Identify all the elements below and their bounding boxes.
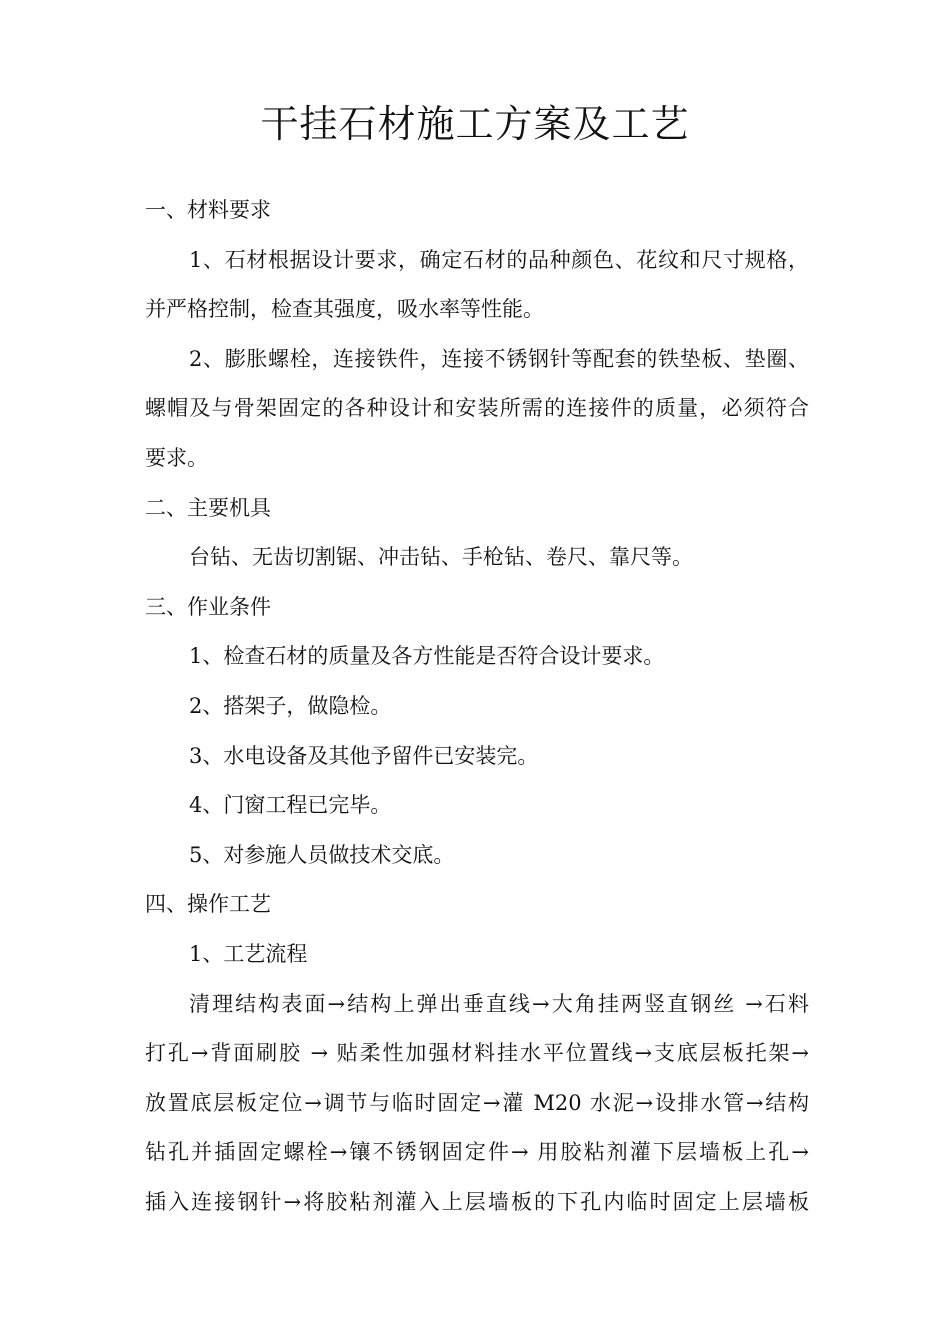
- text-line: 钻孔并插固定螺栓→镶不锈钢固定件→ 用胶粘剂灌下层墙板上孔→: [145, 1140, 809, 1165]
- text-line: 打孔→背面刷胶 → 贴柔性加强材料挂水平位置线→支底层板托架→: [145, 1041, 809, 1066]
- text-line: 螺帽及与骨架固定的各种设计和安装所需的连接件的质量，必须符合: [145, 396, 809, 421]
- text-line: 一、材料要求: [145, 198, 271, 222]
- text-line: 要求。: [145, 445, 208, 470]
- text-line: 放置底层板定位→调节与临时固定→灌 M20 水泥→设排水管→结构: [145, 1090, 809, 1115]
- text-line: 1、检查石材的质量及各方性能是否符合设计要求。: [189, 644, 665, 669]
- text-line: 4、门窗工程已完毕。: [189, 793, 392, 818]
- document-title: 干挂石材施工方案及工艺: [260, 102, 690, 146]
- text-line: 四、操作工艺: [145, 892, 271, 917]
- text-line: 1、石材根据设计要求，确定石材的品种颜色、花纹和尺寸规格，: [189, 247, 809, 272]
- text-line: 三、作业条件: [145, 594, 271, 619]
- text-line: 清理结构表面→结构上弹出垂直线→大角挂两竖直钢丝 →石料: [189, 991, 809, 1016]
- text-line: 2、搭架子，做隐检。: [189, 693, 392, 718]
- text-line: 5、对参施人员做技术交底。: [189, 842, 455, 867]
- text-line: 插入连接钢针→将胶粘剂灌入上层墙板的下孔内临时固定上层墙板: [145, 1189, 809, 1214]
- text-line: 1、工艺流程: [189, 941, 308, 966]
- document-body: [145, 186, 809, 1227]
- text-line: 并严格控制，检查其强度，吸水率等性能。: [145, 297, 544, 322]
- text-line: 3、水电设备及其他予留件已安装完。: [189, 743, 539, 768]
- text-line: 二、主要机具: [145, 495, 271, 520]
- text-line: 台钻、无齿切割锯、冲击钻、手枪钻、卷尺、靠尺等。: [189, 545, 693, 570]
- text-line: 2、膨胀螺栓，连接铁件，连接不锈钢针等配套的铁垫板、垫圈、: [189, 346, 809, 371]
